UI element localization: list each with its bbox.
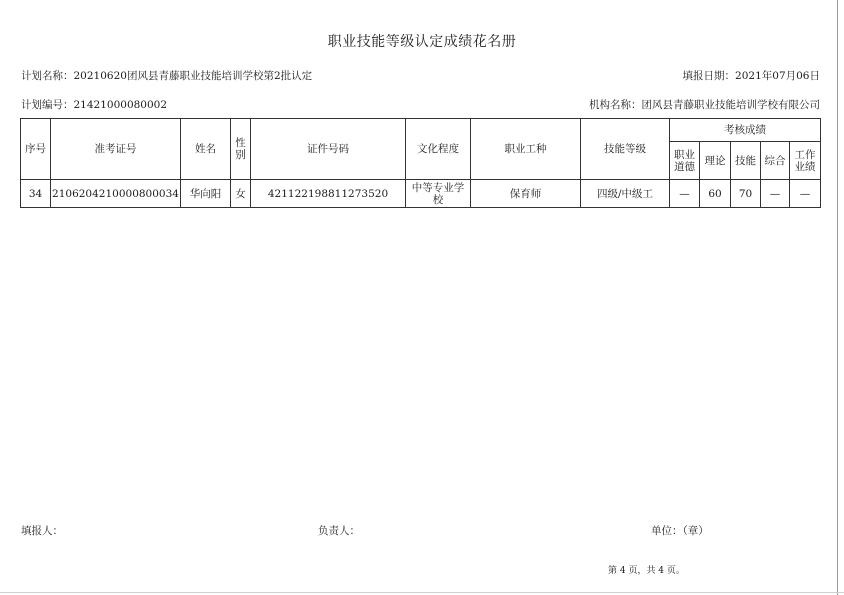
fill-date-label: 填报日期： bbox=[682, 70, 736, 82]
cell-skill: 70 bbox=[731, 180, 761, 208]
responsible-label: 负责人： bbox=[318, 525, 360, 537]
header-ethics-line1: 职业 bbox=[674, 148, 695, 161]
cell-education-line1: 中等专业学 bbox=[411, 181, 465, 194]
score-roster-table bbox=[20, 118, 821, 208]
organization-label: 机构名称： bbox=[589, 99, 642, 111]
header-theory: 理论 bbox=[700, 142, 731, 180]
header-row-top bbox=[21, 119, 821, 142]
plan-name-value: 20210620团风县青藤职业技能培训学校第2批认定 bbox=[73, 70, 313, 82]
cell-work-performance: — bbox=[790, 180, 821, 208]
cell-exam-id: 2106204210000800034 bbox=[51, 180, 181, 208]
header-id-number: 证件号码 bbox=[251, 119, 406, 180]
header-work-line1: 工作 bbox=[794, 148, 816, 161]
cell-skill-level: 四级/中级工 bbox=[581, 180, 670, 208]
header-skill: 技能 bbox=[731, 142, 761, 180]
header-overall: 综合 bbox=[761, 142, 790, 180]
cell-overall: — bbox=[761, 180, 790, 208]
unit-seal-label: 单位：（章） bbox=[651, 525, 709, 537]
plan-number-label: 计划编号： bbox=[21, 99, 74, 111]
document-title: 职业技能等级认定成绩花名册 bbox=[327, 34, 517, 50]
header-gender bbox=[231, 119, 251, 180]
header-work-performance bbox=[790, 142, 821, 180]
cell-ethics: — bbox=[670, 180, 700, 208]
header-occupation: 职业工种 bbox=[471, 119, 581, 180]
plan-name-line bbox=[21, 68, 312, 83]
plan-number-line bbox=[21, 97, 167, 112]
header-exam-id: 准考证号 bbox=[51, 119, 181, 180]
page-right-border bbox=[837, 0, 838, 595]
header-education: 文化程度 bbox=[406, 119, 471, 180]
header-ethics bbox=[670, 142, 700, 180]
fill-date-value: 2021年07月06日 bbox=[735, 70, 820, 82]
organization-value: 团风县青藤职业技能培训学校有限公司 bbox=[641, 99, 820, 111]
header-ethics-line2: 道德 bbox=[674, 160, 695, 173]
header-work-line2: 业绩 bbox=[794, 160, 816, 173]
header-seq: 序号 bbox=[21, 119, 51, 180]
page-info: 第 4 页，共 4 页。 bbox=[608, 566, 685, 576]
header-name: 姓名 bbox=[181, 119, 231, 180]
page-bottom-border bbox=[0, 592, 844, 593]
cell-occupation: 保育师 bbox=[471, 180, 581, 208]
filler-label: 填报人： bbox=[21, 525, 63, 537]
plan-name-label: 计划名称： bbox=[21, 70, 74, 82]
cell-gender: 女 bbox=[231, 180, 251, 208]
fill-date-line bbox=[683, 68, 820, 83]
cell-id-number: 421122198811273520 bbox=[251, 180, 406, 208]
cell-theory: 60 bbox=[700, 180, 731, 208]
header-scores-group: 考核成绩 bbox=[670, 119, 821, 142]
header-skill-level: 技能等级 bbox=[581, 119, 670, 180]
header-gender-line2: 别 bbox=[235, 149, 246, 161]
cell-name: 华向阳 bbox=[181, 180, 231, 208]
cell-seq: 34 bbox=[21, 180, 51, 208]
cell-education-line2: 校 bbox=[432, 193, 444, 206]
plan-number-value: 21421000080002 bbox=[73, 99, 168, 111]
cell-education bbox=[406, 180, 471, 208]
organization-line bbox=[589, 97, 820, 112]
header-gender-line1: 性 bbox=[235, 137, 246, 149]
table-row bbox=[21, 180, 821, 208]
